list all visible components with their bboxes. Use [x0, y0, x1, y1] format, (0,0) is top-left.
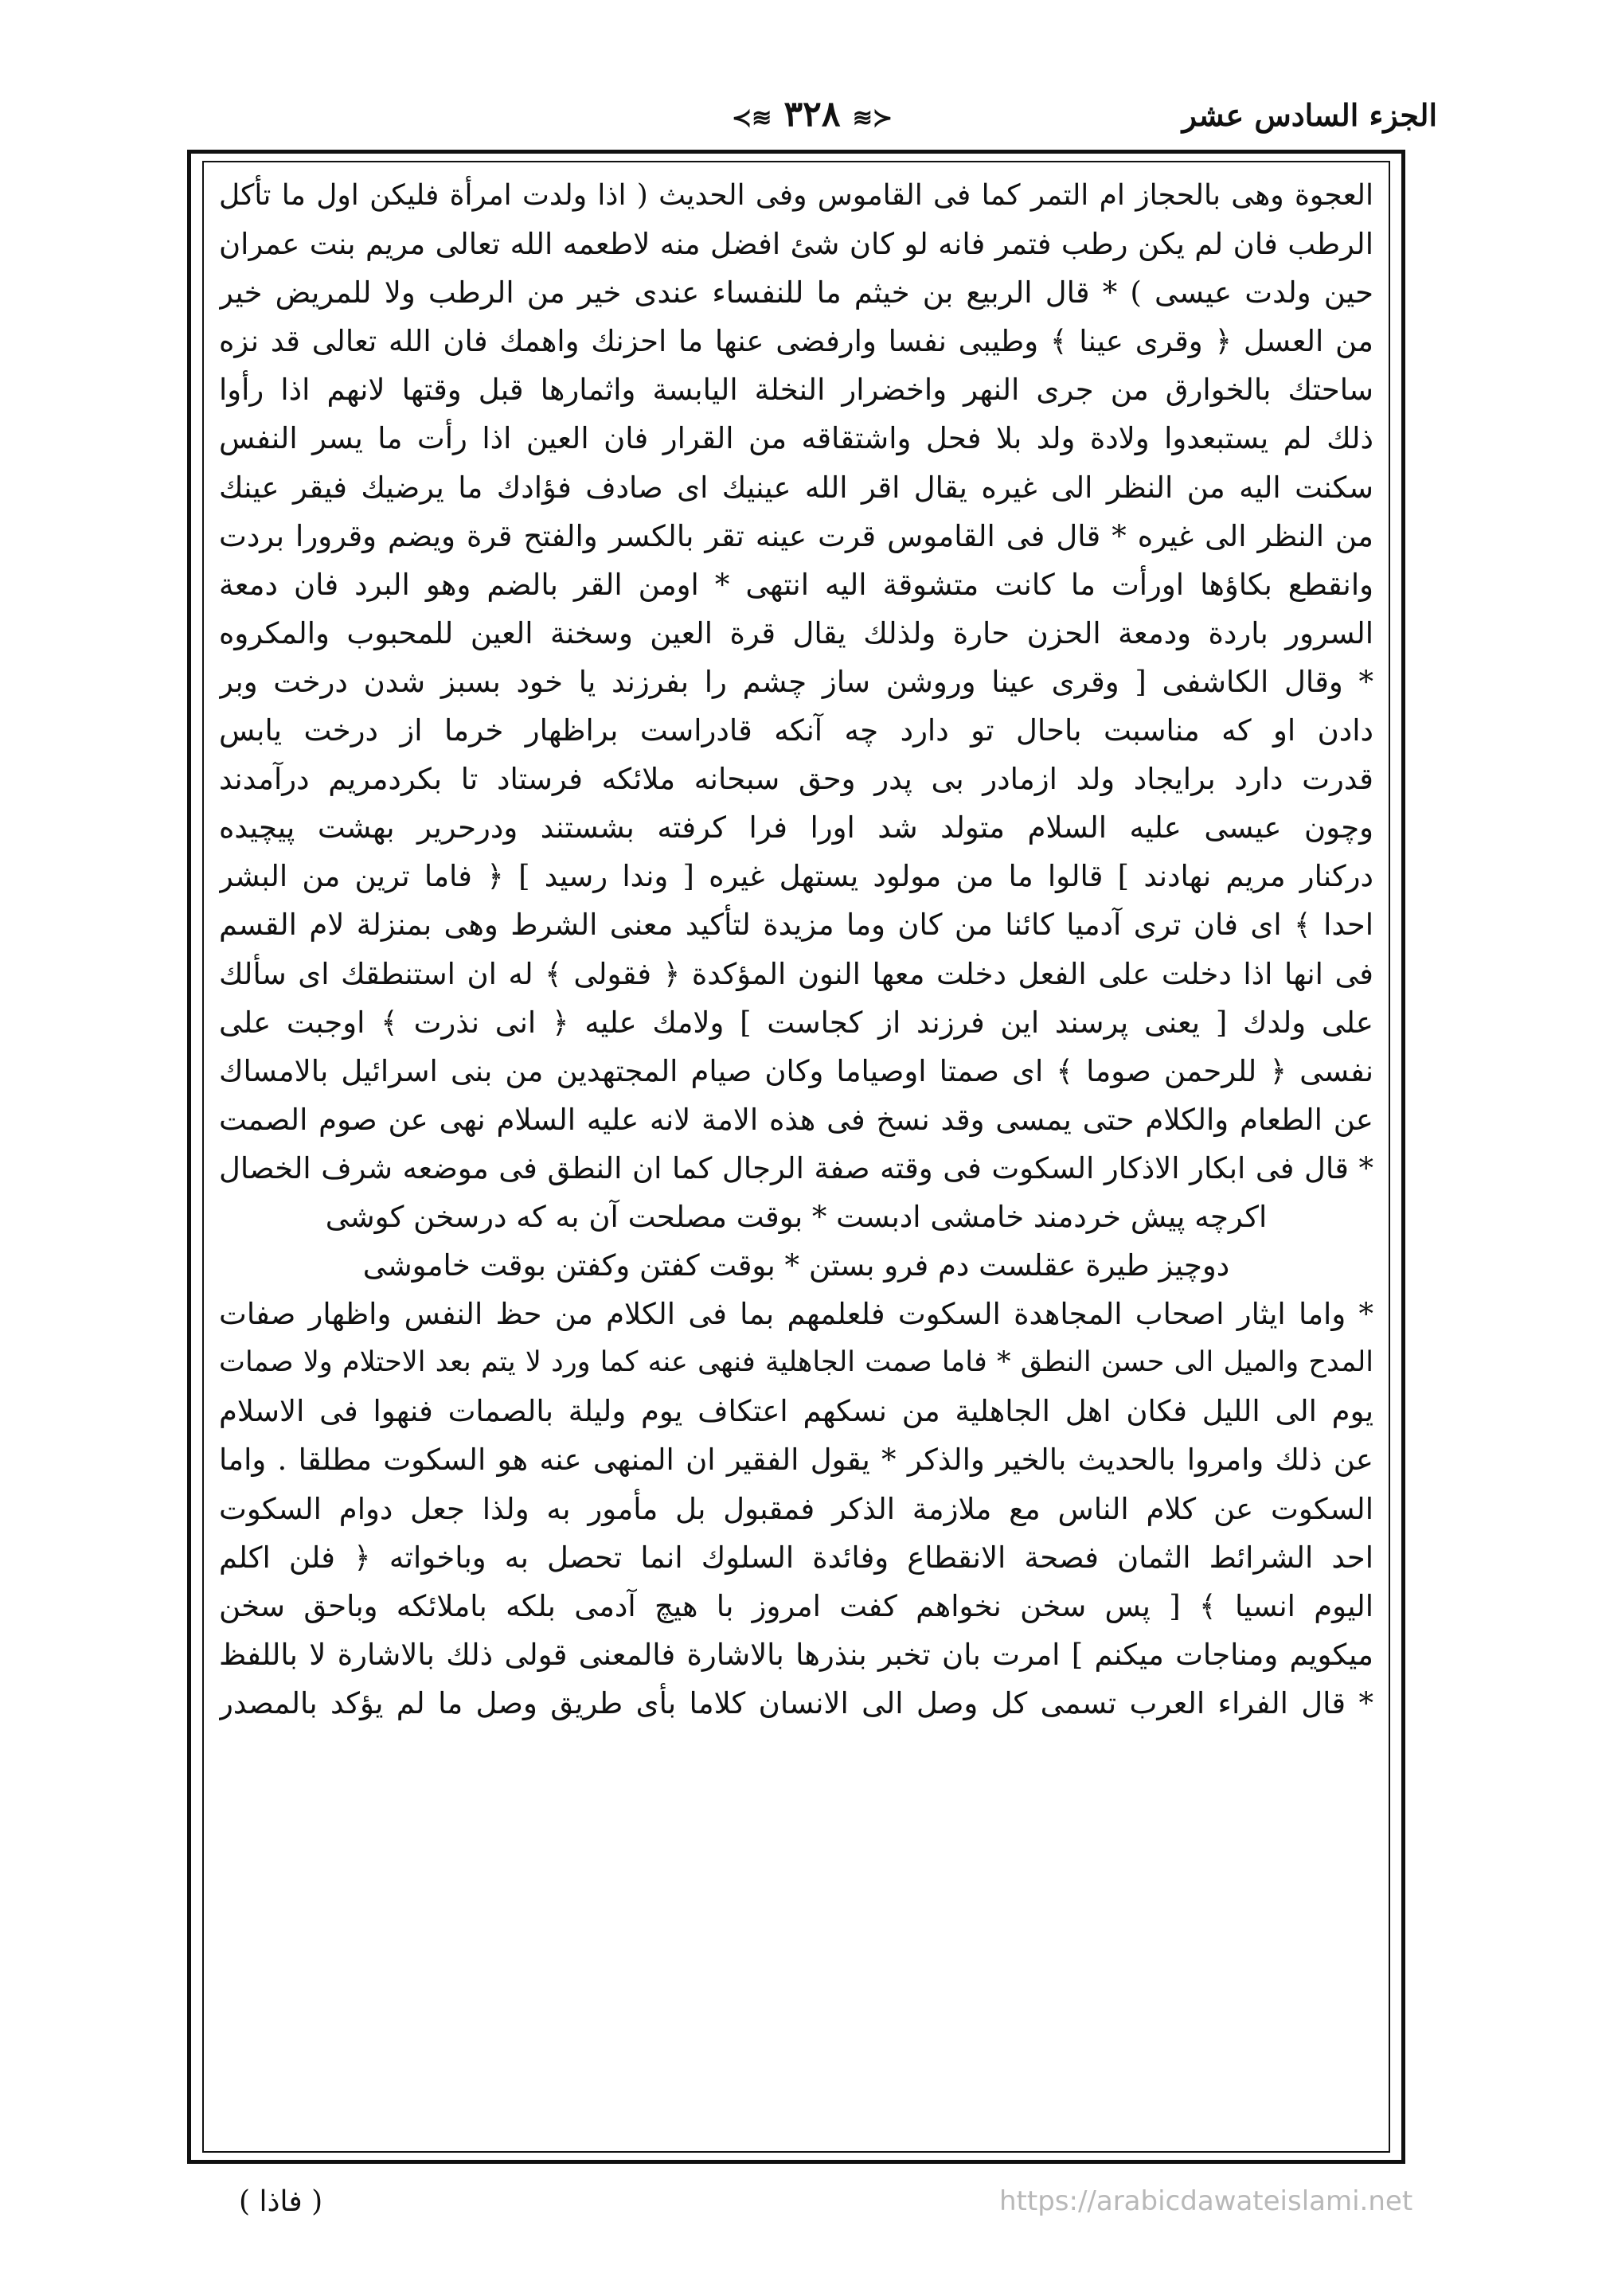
- text-line: نفسى ﴿ للرحمن صوما ﴾ اى صمتا اوصياما وكان صيام المجتهدين من بنى اسرائيل بالامساك: [219, 1053, 1373, 1088]
- text-line: * قال الفراء العرب تسمى كل وصل الى الانسان كلاما بأى طريق وصل ما لم يؤكد بالمصدر: [219, 1685, 1373, 1720]
- text-line: العجوة وهى بالحجاز ام التمر كما فى القاموس وفى الحديث ( اذا ولدت امرأة فليكن اول ما تأكل: [219, 179, 1373, 212]
- text-line: وانقطع بكاؤها اورأت ما كانت متشوقة اليه انتهى * اومن القر بالضم وهو البرد فان دمعة: [219, 567, 1373, 602]
- text-line: احد الشرائط الثمان فصحة الانقطاع وفائدة السلوك انما تحصل به وباخواته ﴿ فلن اكلم: [219, 1540, 1373, 1575]
- text-line: السرور باردة ودمعة الحزن حارة ولذلك يقال قرة العين وسخنة العين للمحبوب والمكروه: [219, 615, 1373, 650]
- main-text: [219, 171, 1373, 2146]
- text-line: يوم الى الليل فكان اهل الجاهلية من نسكهم اعتكاف يوم وليلة بالصمات فنهوا فى الاسلام: [219, 1394, 1373, 1429]
- text-line: دركنار مريم نهادند ] قالوا ما من مولود يستهل غيره [ وندا رسيد ] ﴿ فاما ترين من البشر: [219, 859, 1373, 894]
- text-line: من العسل ﴿ وقرى عينا ﴾ وطيبى نفسا وارفضى عنها ما احزنك واهمك فان الله تعالى قد نزه: [219, 324, 1373, 359]
- text-line: فى انها اذا دخلت على الفعل دخلت معها النون المؤكدة ﴿ فقولى ﴾ له ان استنطقك اى سألك: [219, 956, 1373, 991]
- text-line: احدا ﴾ اى فان ترى آدميا كائنا من كان وما مزيدة لتأكيد معنى الشرط وهى بمنزلة لام القسم: [219, 908, 1373, 943]
- catchword: ( فاذا ): [239, 2185, 323, 2218]
- text-line: سكنت اليه من النظر الى غيره يقال اقر الله عينيك اى صادف فؤادك ما يرضيك فيقر عينك: [219, 470, 1373, 505]
- page-number-block: [732, 94, 893, 135]
- ornament-right-icon: ≋≻: [852, 104, 893, 132]
- text-line: السكوت عن كلام الناس مع ملازمة الذكر فمقبول بل مأمور به ولذا جعل دوام السكوت: [219, 1491, 1373, 1526]
- verse-line: دوچيز طيرة عقلست دم فرو بستن * بوقت كفتن وكفتن بوقت خاموشى: [362, 1248, 1230, 1283]
- text-line: * وقال الكاشفى [ وقرى عينا وروشن ساز چشم را بفرزند يا خود بسبز شدن درخت وبر: [219, 664, 1373, 699]
- text-line: دادن او كه مناسبت باحال تو دارد چه آنكه قادراست براظهار خرما از درخت يابس: [219, 713, 1373, 748]
- text-line: من النظر الى غيره * قال فى القاموس قرت عينه تقر بالكسر والفتح قرة ويضم وقرورا بردت: [219, 518, 1373, 553]
- text-line: اليوم انسيا ﴾ [ پس سخن نخواهم كفت امروز با هيچ آدمى بلكه باملائكه وباحق سخن: [219, 1588, 1373, 1623]
- page-number: ٣٢٨: [783, 94, 841, 135]
- page-header: [187, 94, 1437, 150]
- ornament-left-icon: ≺≋: [731, 104, 772, 132]
- text-line: ميكويم ومناجات ميكنم ] امرت بان تخبر بنذرها بالاشارة فالمعنى قولى ذلك بالاشارة لا باللفظ: [219, 1637, 1373, 1672]
- text-line: على ولدك [ يعنى پرسند اين فرزند از كجاست ] ولامك عليه ﴿ انى نذرت ﴾ اوجبت على: [219, 1005, 1373, 1040]
- text-line: قدرت دارد برايجاد ولد ازمادر بى پدر وحق سبحانه ملائكه فرستاد تا بكردمريم درآمدند: [219, 762, 1373, 797]
- text-line: ذلك لم يستبعدوا ولادة ولد بلا فحل واشتقاقه من القرار فان العين اذا رأت ما يسر النفس: [219, 421, 1373, 456]
- text-line: عن الطعام والكلام حتى يمسى وقد نسخ فى هذه الامة لانه عليه السلام نهى عن صوم الصمت: [219, 1102, 1373, 1137]
- text-line: * واما ايثار اصحاب المجاهدة السكوت فلعلمهم بما فى الكلام من حظ النفس واظهار صفات: [219, 1297, 1373, 1332]
- text-line: وچون عيسى عليه السلام متولد شد اورا فرا كرفته بشستند ودرحرير بهشت پيچيده: [219, 810, 1373, 845]
- text-line: * قال فى ابكار الاذكار السكوت فى وقته صفة الرجال كما ان النطق فى موضعه شرف الخصال: [219, 1150, 1373, 1185]
- verse-line: اكرچه پيش خردمند خامشى ادبست * بوقت مصلحت آن به كه درسخن كوشى: [325, 1199, 1268, 1234]
- watermark-url: https://arabicdawateislami.net: [999, 2185, 1413, 2217]
- text-line: عن ذلك وامروا بالحديث بالخير والذكر * يقول الفقير ان المنهى عنه هو السكوت مطلقا . واما: [219, 1443, 1373, 1478]
- text-line: الرطب فان لم يكن رطب فتمر فانه لو كان شئ افضل منه لاطعمه الله تعالى مريم بنت عمران: [219, 227, 1373, 262]
- text-line: المدح والميل الى حسن النطق * فاما صمت الجاهلية فنهى عنه كما ورد لا يتم بعد الاحتلام ولا صمات: [219, 1346, 1373, 1379]
- part-title: الجزء السادس عشر: [1182, 97, 1437, 133]
- text-line: حين ولدت عيسى ) * قال الربيع بن خيثم ما للنفساء عندى خير من الرطب ولا للمريض خير: [219, 275, 1373, 310]
- text-line: ساحتك بالخوارق من جرى النهر واخضرار النخلة اليابسة واثمارها قبل وقتها لانهم اذا رأوا: [219, 373, 1373, 408]
